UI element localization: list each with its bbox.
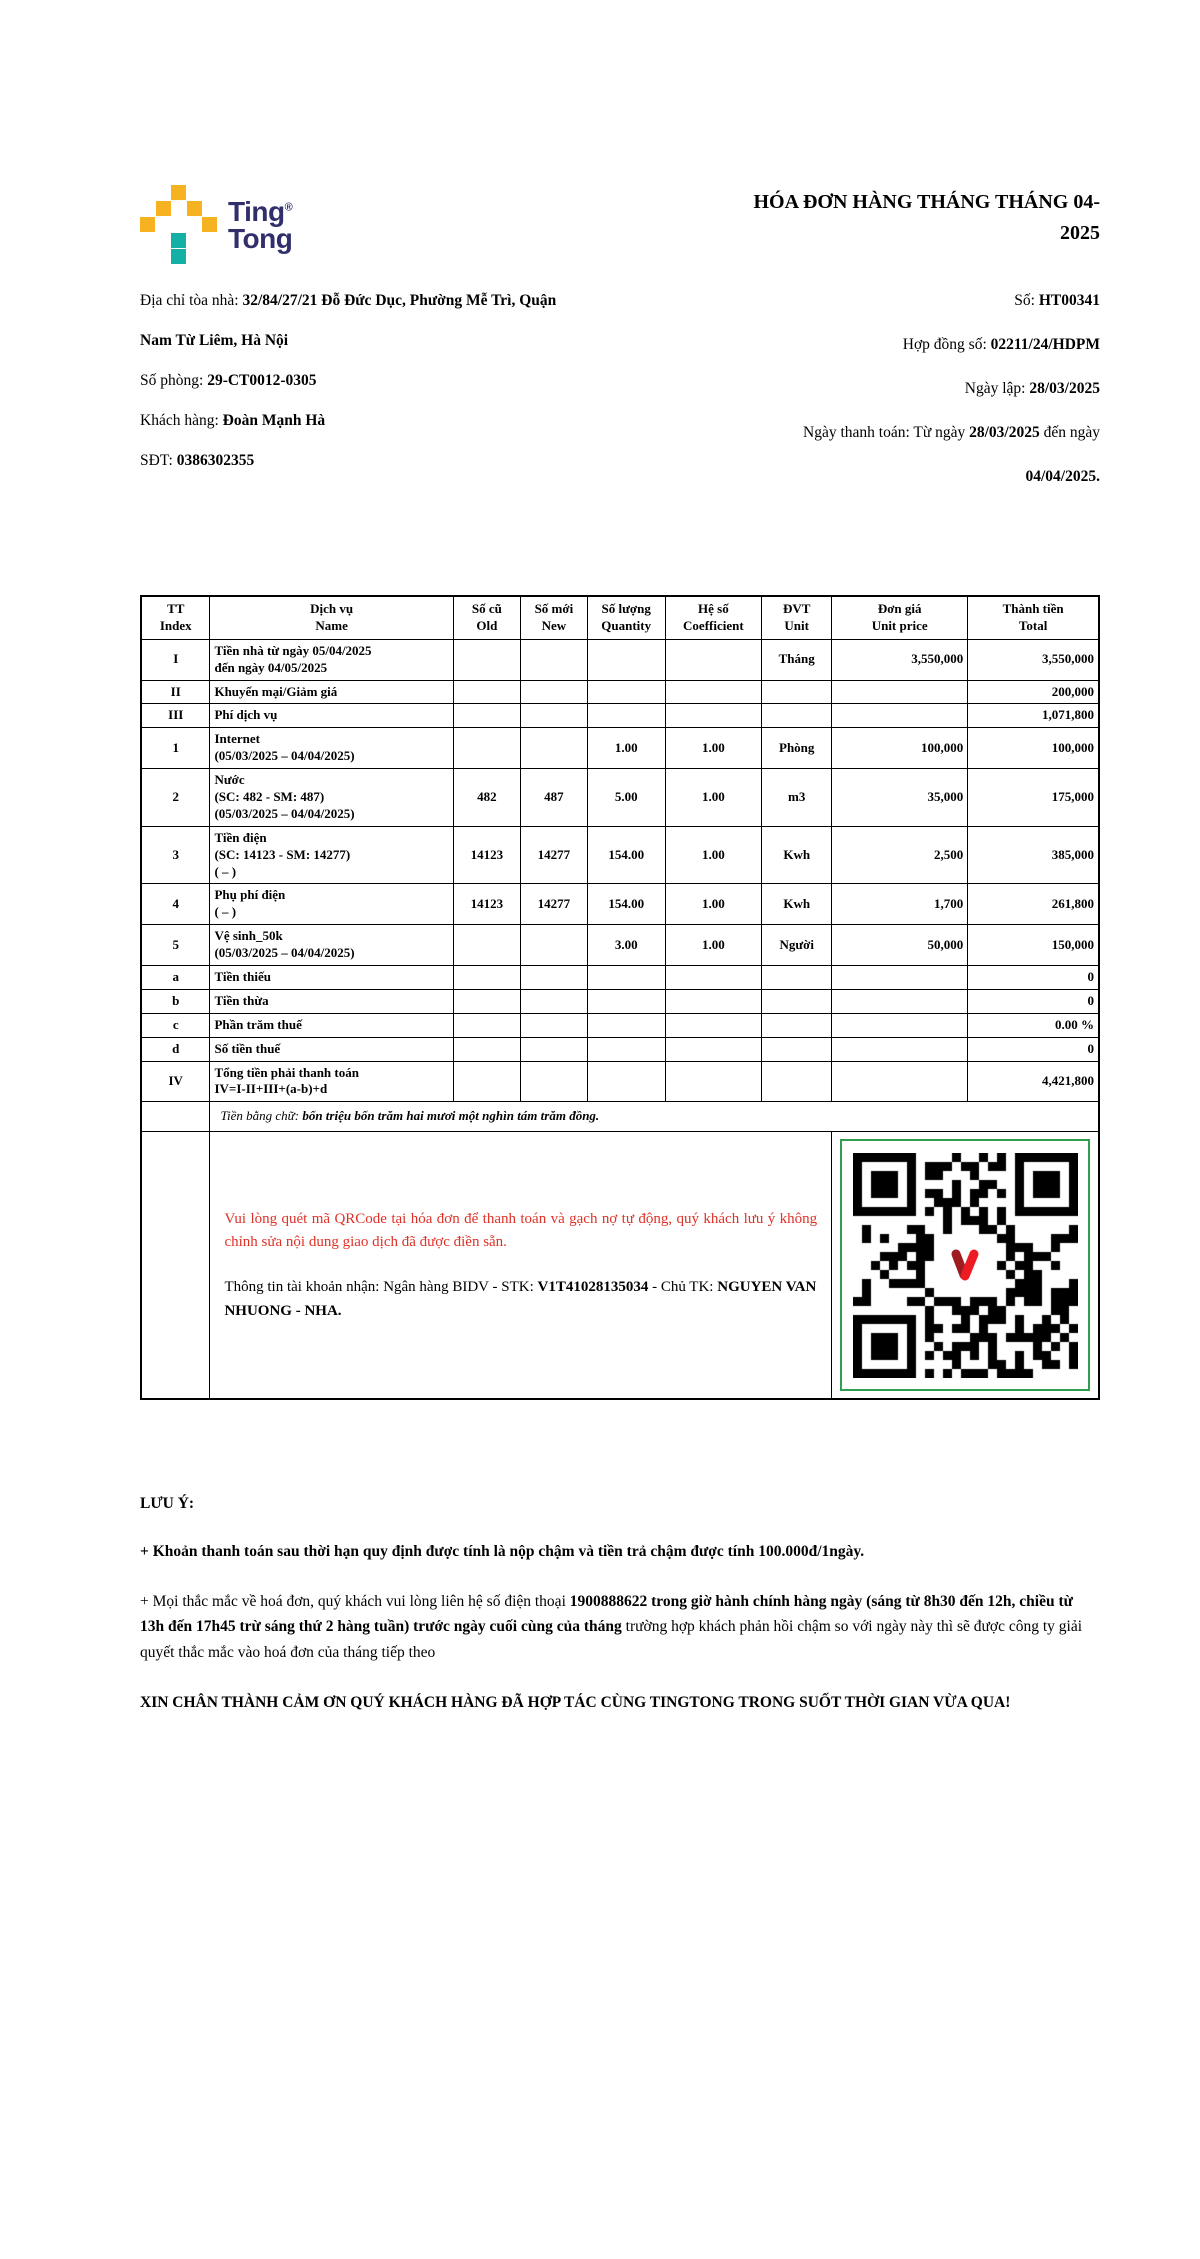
cell-unit-price	[832, 704, 968, 728]
table-header-cell: Đơn giá Unit price	[832, 596, 968, 639]
cell-total: 0.00 %	[968, 1013, 1099, 1037]
cell-unit-price	[832, 989, 968, 1013]
info-line: Khách hàng: Đoàn Mạnh Hà	[140, 412, 326, 429]
note-contact: + Mọi thắc mắc về hoá đơn, quý khách vui lòng liên hệ số điện thoại 1900888622 trong giờ hành chính hàng ngày (sáng từ 8h30 đến 12h, chiều từ 13h đến 17h45 trừ sáng thứ 2 hàng tuần) trước ngày cuối cùng của tháng trường hợp khách phản hồi chậm so với ngày này thì sẽ được công ty giải quyết thắc mắc vào hoá đơn của tháng tiếp theo	[140, 1592, 1083, 1661]
cell-coefficient: 1.00	[665, 925, 762, 966]
cell-unit: Tháng	[762, 639, 832, 680]
table-row	[141, 884, 1099, 925]
cell-service-name: Phần trăm thuế	[210, 1013, 453, 1037]
table-header-cell: Hệ số Coefficient	[665, 596, 762, 639]
cell-unit-price	[832, 680, 968, 704]
info-line: SĐT: 0386302355	[140, 452, 255, 469]
cell-total: 385,000	[968, 826, 1099, 884]
tingtong-logo	[140, 185, 292, 265]
cell-index: b	[141, 989, 210, 1013]
cell-new-reading	[520, 1013, 587, 1037]
cell-unit-price: 50,000	[832, 925, 968, 966]
cell-old-reading: 14123	[453, 884, 520, 925]
table-row	[141, 925, 1099, 966]
cell-total: 150,000	[968, 925, 1099, 966]
cell-coefficient	[665, 704, 762, 728]
account-info: Thông tin tài khoản nhận: Ngân hàng BIDV - STK: V1T41028135034 - Chủ TK: NGUYEN VAN NHUONG - NHA.	[224, 1279, 817, 1319]
table-header-cell: TT Index	[141, 596, 210, 639]
logo-word-tong: Tong	[228, 222, 293, 254]
cell-unit	[762, 989, 832, 1013]
cell-unit: Người	[762, 925, 832, 966]
logo-pixel	[140, 217, 155, 232]
cell-service-name: Internet (05/03/2025 – 04/04/2025)	[210, 728, 453, 769]
cell-old-reading	[453, 704, 520, 728]
cell-service-name: Tổng tiền phải thanh toán IV=I-II+III+(a-b)+d	[210, 1061, 453, 1102]
cell-unit-price: 2,500	[832, 826, 968, 884]
cell-unit-price	[832, 1013, 968, 1037]
cell-total: 261,800	[968, 884, 1099, 925]
cell-index: a	[141, 966, 210, 990]
cell-old-reading	[453, 728, 520, 769]
cell-unit: m3	[762, 769, 832, 827]
cell-unit	[762, 1061, 832, 1102]
cell-quantity: 5.00	[587, 769, 665, 827]
cell-index: 5	[141, 925, 210, 966]
cell-unit	[762, 704, 832, 728]
cell-old-reading	[453, 1037, 520, 1061]
qr-cell	[832, 1132, 1099, 1400]
cell-coefficient	[665, 989, 762, 1013]
cell-total: 0	[968, 966, 1099, 990]
notes-section	[140, 1495, 1100, 1715]
cell-index: d	[141, 1037, 210, 1061]
info-line: 04/04/2025.	[1025, 468, 1100, 485]
cell-new-reading	[520, 1061, 587, 1102]
cell-total: 200,000	[968, 680, 1099, 704]
cell-new-reading: 487	[520, 769, 587, 827]
cell-coefficient	[665, 1061, 762, 1102]
cell-index: II	[141, 680, 210, 704]
cell-quantity	[587, 1013, 665, 1037]
cell-quantity	[587, 1037, 665, 1061]
cell-index: I	[141, 639, 210, 680]
logo-word-ting: Ting	[228, 196, 285, 227]
logo-pixel	[171, 249, 186, 264]
amount-in-words-row	[141, 1102, 1099, 1132]
cell-unit-price: 3,550,000	[832, 639, 968, 680]
cell-quantity: 154.00	[587, 826, 665, 884]
cell-service-name: Vệ sinh_50k (05/03/2025 – 04/04/2025)	[210, 925, 453, 966]
cell-old-reading	[453, 925, 520, 966]
table-row	[141, 966, 1099, 990]
cell-index: 4	[141, 884, 210, 925]
cell-new-reading	[520, 639, 587, 680]
note-heading: LƯU Ý:	[140, 1495, 195, 1513]
table-row	[141, 769, 1099, 827]
cell-new-reading	[520, 989, 587, 1013]
amount-in-words: Tiền bằng chữ: bốn triệu bốn trăm hai mươi một nghìn tám trăm đồng.	[210, 1102, 1099, 1132]
cell-index: 2	[141, 769, 210, 827]
cell-service-name: Tiền thừa	[210, 989, 453, 1013]
cell-total: 100,000	[968, 728, 1099, 769]
cell-total: 1,071,800	[968, 704, 1099, 728]
cell-quantity: 154.00	[587, 884, 665, 925]
invoice-info	[140, 289, 1100, 509]
cell-service-name: Nước (SC: 482 - SM: 487) (05/03/2025 – 04/04/2025)	[210, 769, 453, 827]
cell-service-name: Phí dịch vụ	[210, 704, 453, 728]
info-line: Số phòng: 29-CT0012-0305	[140, 372, 317, 389]
cell-unit: Phòng	[762, 728, 832, 769]
info-line: Ngày lập: 28/03/2025	[964, 380, 1100, 397]
table-header-cell: Số mới New	[520, 596, 587, 639]
cell-quantity	[587, 704, 665, 728]
cell-unit-price: 35,000	[832, 769, 968, 827]
cell-coefficient: 1.00	[665, 769, 762, 827]
cell-new-reading	[520, 680, 587, 704]
cell-total: 3,550,000	[968, 639, 1099, 680]
cell-unit: Kwh	[762, 826, 832, 884]
cell-old-reading	[453, 1061, 520, 1102]
qr-box	[840, 1139, 1090, 1391]
cell-unit	[762, 1037, 832, 1061]
cell-old-reading: 14123	[453, 826, 520, 884]
table-row	[141, 728, 1099, 769]
cell-new-reading	[520, 704, 587, 728]
table-row	[141, 680, 1099, 704]
empty-cell	[141, 1102, 210, 1132]
empty-cell	[141, 1132, 210, 1400]
cell-coefficient	[665, 1013, 762, 1037]
cell-service-name: Phụ phí điện ( – )	[210, 884, 453, 925]
cell-total: 0	[968, 989, 1099, 1013]
table-header-cell: Thành tiền Total	[968, 596, 1099, 639]
cell-coefficient: 1.00	[665, 728, 762, 769]
table-row	[141, 989, 1099, 1013]
logo-pixel	[202, 217, 217, 232]
cell-service-name: Khuyến mại/Giảm giá	[210, 680, 453, 704]
cell-index: IV	[141, 1061, 210, 1102]
vietqr-logo-icon	[938, 1238, 992, 1292]
cell-unit-price	[832, 1037, 968, 1061]
cell-quantity: 3.00	[587, 925, 665, 966]
logo-pixel	[187, 201, 202, 216]
cell-old-reading	[453, 1013, 520, 1037]
cell-new-reading: 14277	[520, 826, 587, 884]
cell-old-reading	[453, 639, 520, 680]
cell-quantity	[587, 989, 665, 1013]
logo-pixel	[171, 185, 186, 200]
cell-unit-price: 1,700	[832, 884, 968, 925]
table-header-cell: ĐVT Unit	[762, 596, 832, 639]
cell-new-reading	[520, 966, 587, 990]
cell-index: 1	[141, 728, 210, 769]
cell-index: 3	[141, 826, 210, 884]
invoice-title	[540, 187, 1100, 249]
info-line: Địa chỉ tòa nhà: 32/84/27/21 Đỗ Đức Dục, Phường Mễ Trì, Quận	[140, 292, 557, 309]
note-late-fee: + Khoản thanh toán sau thời hạn quy định được tính là nộp chậm và tiền trả chậm được tính 100.000đ/1ngày.	[140, 1543, 865, 1561]
cell-unit-price	[832, 966, 968, 990]
invoice-title-line1: HÓA ĐƠN HÀNG THÁNG THÁNG 04-	[753, 191, 1100, 213]
cell-new-reading	[520, 1037, 587, 1061]
table-header-cell: Dịch vụ Name	[210, 596, 453, 639]
cell-old-reading	[453, 989, 520, 1013]
invoice-meta	[620, 289, 1100, 509]
building-info	[140, 289, 610, 509]
cell-coefficient	[665, 680, 762, 704]
payment-instructions	[210, 1132, 832, 1400]
logo-pixel	[171, 233, 186, 248]
cell-coefficient: 1.00	[665, 884, 762, 925]
table-header-cell: Số cũ Old	[453, 596, 520, 639]
cell-total: 175,000	[968, 769, 1099, 827]
info-line: Ngày thanh toán: Từ ngày 28/03/2025 đến ngày	[803, 424, 1100, 441]
cell-coefficient	[665, 966, 762, 990]
cell-quantity	[587, 1061, 665, 1102]
info-line: Hợp đồng số: 02211/24/HDPM	[902, 336, 1100, 353]
cell-old-reading: 482	[453, 769, 520, 827]
cell-service-name: Tiền thiếu	[210, 966, 453, 990]
info-line: Nam Từ Liêm, Hà Nội	[140, 332, 289, 349]
cell-total: 0	[968, 1037, 1099, 1061]
cell-new-reading	[520, 728, 587, 769]
table-row	[141, 1061, 1099, 1102]
invoice-title-line2: 2025	[1060, 222, 1100, 244]
table-row	[141, 1013, 1099, 1037]
info-line: Số: HT00341	[1014, 292, 1100, 309]
cell-index: III	[141, 704, 210, 728]
cell-new-reading: 14277	[520, 884, 587, 925]
logo-wordmark	[228, 196, 293, 254]
payment-row	[141, 1132, 1099, 1400]
cell-old-reading	[453, 966, 520, 990]
logo-pixel	[156, 201, 171, 216]
invoice-table	[140, 595, 1100, 1400]
cell-unit-price: 100,000	[832, 728, 968, 769]
cell-index: c	[141, 1013, 210, 1037]
cell-coefficient	[665, 639, 762, 680]
cell-unit: Kwh	[762, 884, 832, 925]
cell-quantity	[587, 639, 665, 680]
cell-unit	[762, 680, 832, 704]
qr-note: Vui lòng quét mã QRCode tại hóa đơn để thanh toán và gạch nợ tự động, quý khách lưu ý không chỉnh sửa nội dung giao dịch đã được điền sẵn.	[224, 1210, 818, 1251]
registered-mark-icon: ®	[284, 201, 293, 214]
table-row	[141, 826, 1099, 884]
cell-service-name: Tiền điện (SC: 14123 - SM: 14277) ( – )	[210, 826, 453, 884]
cell-new-reading	[520, 925, 587, 966]
cell-total: 4,421,800	[968, 1061, 1099, 1102]
table-header-cell: Số lượng Quantity	[587, 596, 665, 639]
cell-unit-price	[832, 1061, 968, 1102]
table-row	[141, 704, 1099, 728]
cell-quantity	[587, 966, 665, 990]
cell-quantity	[587, 680, 665, 704]
table-row	[141, 1037, 1099, 1061]
cell-old-reading	[453, 680, 520, 704]
thank-you-note: XIN CHÂN THÀNH CẢM ƠN QUÝ KHÁCH HÀNG ĐÃ HỢP TÁC CÙNG TINGTONG TRONG SUỐT THỜI GIAN VỪA QUA!	[140, 1693, 1011, 1711]
cell-unit	[762, 1013, 832, 1037]
page-header	[140, 185, 1100, 265]
cell-coefficient	[665, 1037, 762, 1061]
cell-unit	[762, 966, 832, 990]
cell-coefficient: 1.00	[665, 826, 762, 884]
cell-service-name: Tiền nhà từ ngày 05/04/2025 đến ngày 04/05/2025	[210, 639, 453, 680]
tingtong-pixel-arrow-icon	[140, 185, 218, 265]
table-row	[141, 639, 1099, 680]
cell-quantity: 1.00	[587, 728, 665, 769]
cell-service-name: Số tiền thuế	[210, 1037, 453, 1061]
